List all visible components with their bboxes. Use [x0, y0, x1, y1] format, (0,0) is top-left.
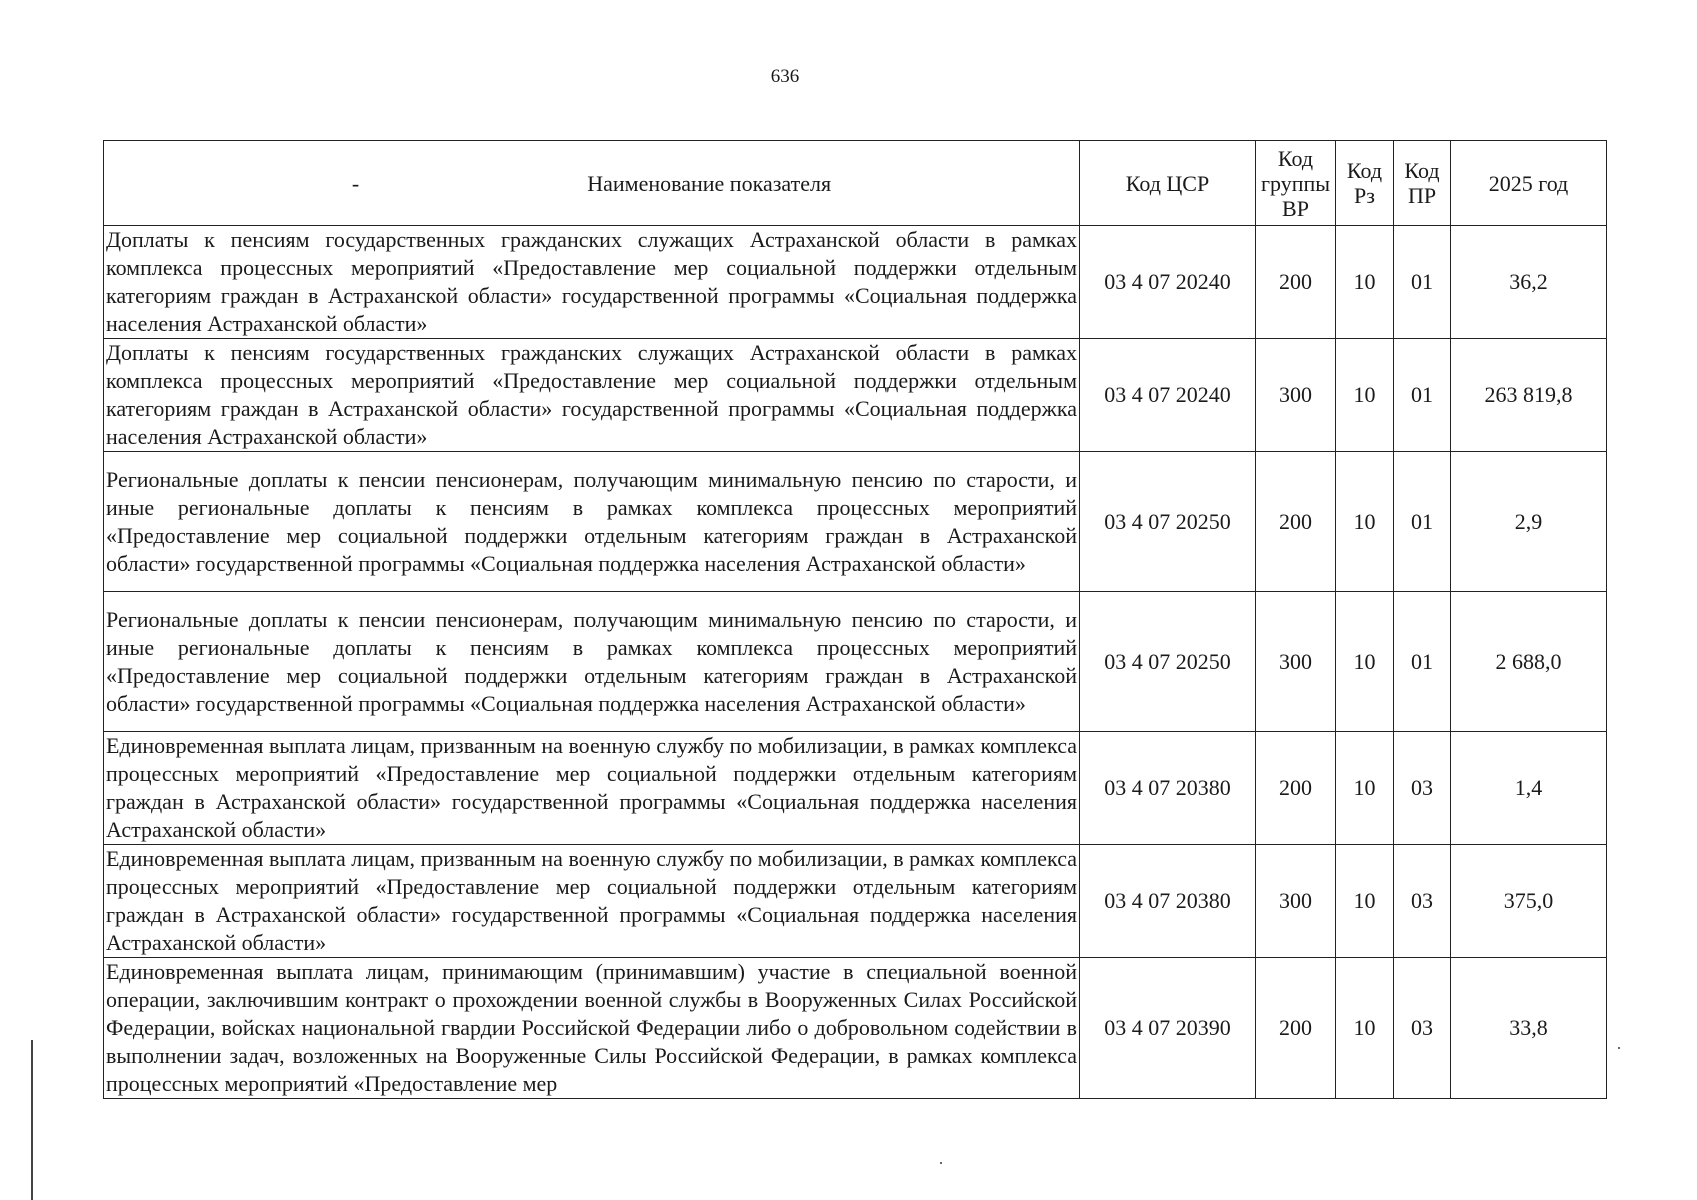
- row-rz: 10: [1336, 226, 1394, 339]
- row-rz: 10: [1336, 845, 1394, 958]
- page-number: 636: [770, 66, 800, 87]
- header-vr: Код группы ВР: [1256, 141, 1336, 226]
- row-name: Единовременная выплата лицам, призванным на военную службу по мобилизации, в рамках комплекса процессных мероприятий «Предоставление мер социальной поддержки отдельным категориям граждан в Астраханской области» государственной программы «Социальная поддержка населения Астраханской области»: [104, 732, 1080, 845]
- table-row: [104, 452, 1607, 592]
- row-vr: 200: [1256, 226, 1336, 339]
- scan-speck: [940, 1162, 942, 1164]
- row-name: Доплаты к пенсиям государственных гражданских служащих Астраханской области в рамках комплекса процессных мероприятий «Предоставление мер социальной поддержки отдельным категориям граждан в Астраханской области» государственной программы «Социальная поддержка населения Астраханской области»: [104, 226, 1080, 339]
- row-name: Региональные доплаты к пенсии пенсионерам, получающим минимальную пенсию по старости, и иные региональные доплаты к пенсиям в рамках комплекса процессных мероприятий «Предоставление мер социальной поддержки отдельным категориям граждан в Астраханской области» государственной программы «Социальная поддержка населения Астраханской области»: [104, 592, 1080, 732]
- header-rz: Код Рз: [1336, 141, 1394, 226]
- row-amount: 2 688,0: [1451, 592, 1607, 732]
- scan-speck: [1618, 1047, 1620, 1049]
- row-rz: 10: [1336, 592, 1394, 732]
- row-name: Доплаты к пенсиям государственных гражданских служащих Астраханской области в рамках комплекса процессных мероприятий «Предоставление мер социальной поддержки отдельным категориям граждан в Астраханской области» государственной программы «Социальная поддержка населения Астраханской области»: [104, 339, 1080, 452]
- table-row: [104, 845, 1607, 958]
- row-amount: 1,4: [1451, 732, 1607, 845]
- row-rz: 10: [1336, 452, 1394, 592]
- row-vr: 300: [1256, 592, 1336, 732]
- row-csr: 03 4 07 20390: [1080, 958, 1256, 1099]
- row-csr: 03 4 07 20250: [1080, 592, 1256, 732]
- row-pr: 01: [1394, 226, 1451, 339]
- scan-mark: -: [351, 170, 360, 196]
- row-pr: 01: [1394, 592, 1451, 732]
- row-pr: 03: [1394, 958, 1451, 1099]
- row-vr: 200: [1256, 732, 1336, 845]
- row-csr: 03 4 07 20380: [1080, 845, 1256, 958]
- row-pr: 01: [1394, 339, 1451, 452]
- row-vr: 300: [1256, 845, 1336, 958]
- scan-margin-line: [31, 1040, 33, 1200]
- header-year: 2025 год: [1451, 141, 1607, 226]
- row-vr: 200: [1256, 958, 1336, 1099]
- row-csr: 03 4 07 20240: [1080, 339, 1256, 452]
- row-pr: 03: [1394, 845, 1451, 958]
- row-rz: 10: [1336, 732, 1394, 845]
- row-vr: 200: [1256, 452, 1336, 592]
- row-pr: 03: [1394, 732, 1451, 845]
- row-rz: 10: [1336, 958, 1394, 1099]
- table-header-row: [104, 141, 1607, 226]
- row-amount: 33,8: [1451, 958, 1607, 1099]
- row-name: Единовременная выплата лицам, принимающим (принимавшим) участие в специальной военной операции, заключившим контракт о прохождении военной службы в Вооруженных Силах Российской Федерации, войсках национальной гвардии Российской Федерации либо о добровольном содействии в выполнении задач, возложенных на Вооруженные Силы Российской Федерации, в рамках комплекса процессных мероприятий «Предоставление мер: [104, 958, 1080, 1099]
- row-amount: 263 819,8: [1451, 339, 1607, 452]
- header-name: - Наименование показателя: [104, 141, 1080, 226]
- header-csr: Код ЦСР: [1080, 141, 1256, 226]
- row-rz: 10: [1336, 339, 1394, 452]
- budget-table: [103, 140, 1607, 1099]
- header-pr: Код ПР: [1394, 141, 1451, 226]
- table-row: [104, 339, 1607, 452]
- row-name: Единовременная выплата лицам, призванным на военную службу по мобилизации, в рамках комплекса процессных мероприятий «Предоставление мер социальной поддержки отдельным категориям граждан в Астраханской области» государственной программы «Социальная поддержка населения Астраханской области»: [104, 845, 1080, 958]
- row-csr: 03 4 07 20380: [1080, 732, 1256, 845]
- row-amount: 36,2: [1451, 226, 1607, 339]
- table-row: [104, 226, 1607, 339]
- table-row: [104, 732, 1607, 845]
- row-amount: 2,9: [1451, 452, 1607, 592]
- row-name: Региональные доплаты к пенсии пенсионерам, получающим минимальную пенсию по старости, и иные региональные доплаты к пенсиям в рамках комплекса процессных мероприятий «Предоставление мер социальной поддержки отдельным категориям граждан в Астраханской области» государственной программы «Социальная поддержка населения Астраханской области»: [104, 452, 1080, 592]
- row-csr: 03 4 07 20240: [1080, 226, 1256, 339]
- row-pr: 01: [1394, 452, 1451, 592]
- table-row: [104, 592, 1607, 732]
- row-vr: 300: [1256, 339, 1336, 452]
- row-amount: 375,0: [1451, 845, 1607, 958]
- row-csr: 03 4 07 20250: [1080, 452, 1256, 592]
- table-row: [104, 958, 1607, 1099]
